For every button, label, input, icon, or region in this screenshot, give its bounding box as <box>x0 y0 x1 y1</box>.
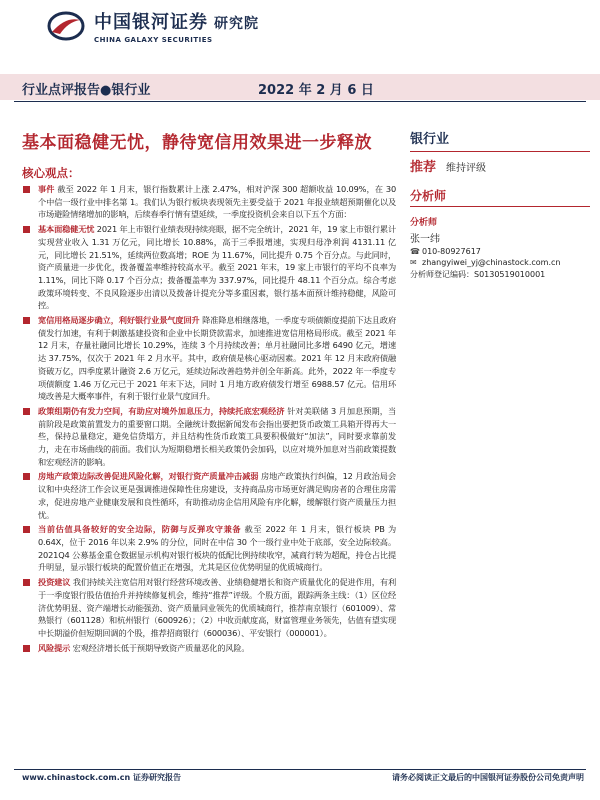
point-paragraph <box>14 183 396 221</box>
sidebar <box>410 128 590 280</box>
bullet-icon <box>23 473 30 480</box>
point-lead: 房地产政策边际改善促进风险化解，对银行资产质量冲击减弱 <box>38 471 259 482</box>
point-text: 截至 2022 年 1 月末，银行板块 PB 为 0.64X，位于 2016 年以来 2.9% 的分位，同时在中信 30 个一级行业中处于底部，安全边际较高。2021Q4 公募基金重仓数据显示机构对银行板块的低配比例持续收窄，减商行转为超配，持仓占比提升明显，显示银行板块的配置价值正在增强，尤其是区位优势明显的优质城商行。 <box>38 524 396 573</box>
bullet-icon <box>23 526 30 533</box>
analyst-label: 分析师 <box>410 218 438 228</box>
point-text: 宏观经济增长低于预期导致资产质量恶化的风险。 <box>70 642 250 653</box>
footer-divider <box>14 769 586 770</box>
rating-row <box>410 156 590 175</box>
brand-unit: 研究院 <box>214 16 259 32</box>
point-text: 房地产政策执行纠偏，12 月政治局会议和中央经济工作会议更是强调推进保障性住房建设，支持商品房市场更好满足购房者的合理住房需求，促进房地产业健康发展和良性循环，有助推动房企信用风险有序化解，缓解银行资产质量压力担忧。 <box>38 471 396 520</box>
rating-tag: 推荐 <box>410 160 437 175</box>
point-lead: 当前估值具备较好的安全边际，防御与反弹攻守兼备 <box>38 524 242 535</box>
phone-icon: ☎ <box>410 246 420 256</box>
point-lead: 宽信用格局逐步确立，利好银行业景气度回升 <box>38 315 200 326</box>
bullet-icon <box>23 645 30 652</box>
report-date: 2022 年 2 月 6 日 <box>258 83 374 98</box>
sidebar-divider <box>410 206 590 207</box>
report-band <box>0 74 600 100</box>
point-paragraph <box>14 576 396 640</box>
key-points-label: 核心观点： <box>22 166 80 180</box>
brand-cn: 中国银河证券 <box>94 12 208 33</box>
industry-name: 银行业 <box>410 132 450 147</box>
point-paragraph <box>14 223 396 312</box>
brand-logo <box>46 8 259 44</box>
sidebar-divider <box>410 151 590 152</box>
point-lead: 政策组期仍有发力空间，有助应对境外加息压力，持续托底宏观经济 <box>38 405 285 416</box>
header-divider <box>14 101 586 102</box>
analyst-name: 张一纬 <box>410 234 440 245</box>
cert-text: 分析师登记编码：S0130519010001 <box>410 270 546 279</box>
point-text: 降准降息相继落地，一季度专项债额度提前下达且政府债发行加速，有利于刺激基建投资和企业中长期贷款需求，加速推进宽信用格局形成。截至 2021 年 12 月末，存量社融同比增长 10.29%，连续 3 个月持续改善；单月社融同比多增 6490 亿元，增速达 37.75%，仅次于 2021 年 2 月水平。其中，政府债是核心驱动因素。2021 年 12 月末政府债融资破万亿，四季度累计融资 2.6 万亿元，延续边际改善趋势并创全年新高。此外，2022 年一季度专项债额度 1.46 万亿元已于 2021 年末下达，同时 1 月地方政府债发行增至 6988.57 亿元。信用环境改善是大概率事件，有利于银行业景气度回升。 <box>38 315 396 402</box>
point-text: 2021 年上市银行业绩表现持续亮眼，据不完全统计，2021 年，19 家上市银行累计实现营业收入 1.31 万亿元，同比增长 10.88%，高于三季报增速，实现归母净利润 4131.11 亿元，同比增长 21.51%，延续两位数高增；ROE 为 11.67%，同比提升 0.75 个百分点。与此同时，资产质量进一步优化，拨备覆盖率维持较高水平。截至 2021 年末，19 家上市银行的平均不良率为 1.11%，同比下降 0.17 个百分点；拨备覆盖率为 337.97%，同比提升 48.11 个百分点。综合考虑政策环境转变、不良风险逐步出清以及拨备计提充分等多重因素，银行基本面预计维持稳健，风险可控。 <box>38 224 397 311</box>
report-type: 行业点评报告●银行业 <box>22 83 151 98</box>
email-icon: ✉ <box>410 257 417 267</box>
report-title: 基本面稳健无忧，静待宽信用效果进一步释放 <box>22 133 372 153</box>
point-paragraph <box>14 405 396 469</box>
point-text: 针对美联储 3 月加息预期，当前阶段是政策前置发力的重要窗口期。全融统计数据新闻发布会指出要把货币政策工具箱开得再大一些，保持总量稳定，避免信贷塌方，并且结构性货币政策工具要积极做好“加法”，同时要求靠前发力，走在市场曲线的前面。我们认为短期稳增长相关政策仍会加码，以应对境外加息对当前政策提数和宏观经济的影响。 <box>38 405 396 467</box>
bullet-icon <box>23 226 30 233</box>
point-paragraph <box>14 642 396 655</box>
bullet-icon <box>23 186 30 193</box>
footer-disclaimer: 请务必阅读正文最后的中国银河证券股份公司免责声明 <box>392 773 584 782</box>
analyst-phone <box>410 247 590 256</box>
brand-en: CHINA GALAXY SECURITIES <box>94 36 213 44</box>
analyst-email[interactable] <box>410 258 590 267</box>
point-paragraph <box>14 523 396 574</box>
footer-left[interactable]: www.chinastock.com.cn 证券研究报告 <box>22 773 181 782</box>
point-lead: 风险提示 <box>38 642 71 653</box>
point-paragraph <box>14 314 396 403</box>
point-text: 截至 2022 年 1 月末，银行指数累计上涨 2.47%，相对沪深 300 超额收益 10.09%，在 30 个中信一级行业中排名第 1。我们认为银行板块表现领先主要受益于 2021 年报业绩超预期催化以及市场避险情绪增加的影响，后续春季行情有望延续，一季度投资机会来自以下五个方面： <box>38 184 396 220</box>
phone-text: 010-80927617 <box>422 247 481 256</box>
point-lead: 基本面稳健无忧 <box>38 224 95 235</box>
point-lead: 投资建议 <box>38 577 71 588</box>
analyst-heading: 分析师 <box>410 189 447 203</box>
bullet-icon <box>23 408 30 415</box>
bullet-icon <box>23 579 30 586</box>
point-text: 我们持续关注宽信用对银行经营环境改善、业绩稳健增长和资产质量优化的促进作用，有利于一季度银行股估值抬升并持续修复机会，维持“推荐”评级。个股方面，跟踪两条主线：（1）区位经济优势明显、资产端增长动能强劲、资产质量同业领先的优质城商行，推荐南京银行（601009）、常熟银行（601128）和杭州银行（600926）；（2）中收贡献度高，财富管理业务领先，估值有望实现中长期溢价但短期回调的个股，推荐招商银行（600036）、平安银行（000001）。 <box>38 577 396 638</box>
email-text[interactable]: zhangyiwei_yj@chinastock.com.cn <box>422 258 561 267</box>
key-points-body <box>14 183 396 656</box>
rating-desc: 维持评级 <box>446 163 487 174</box>
point-paragraph <box>14 470 396 521</box>
galaxy-logo-icon <box>46 10 86 42</box>
bullet-icon <box>23 317 30 324</box>
point-lead: 事件 <box>38 184 55 194</box>
analyst-cert <box>410 269 590 280</box>
